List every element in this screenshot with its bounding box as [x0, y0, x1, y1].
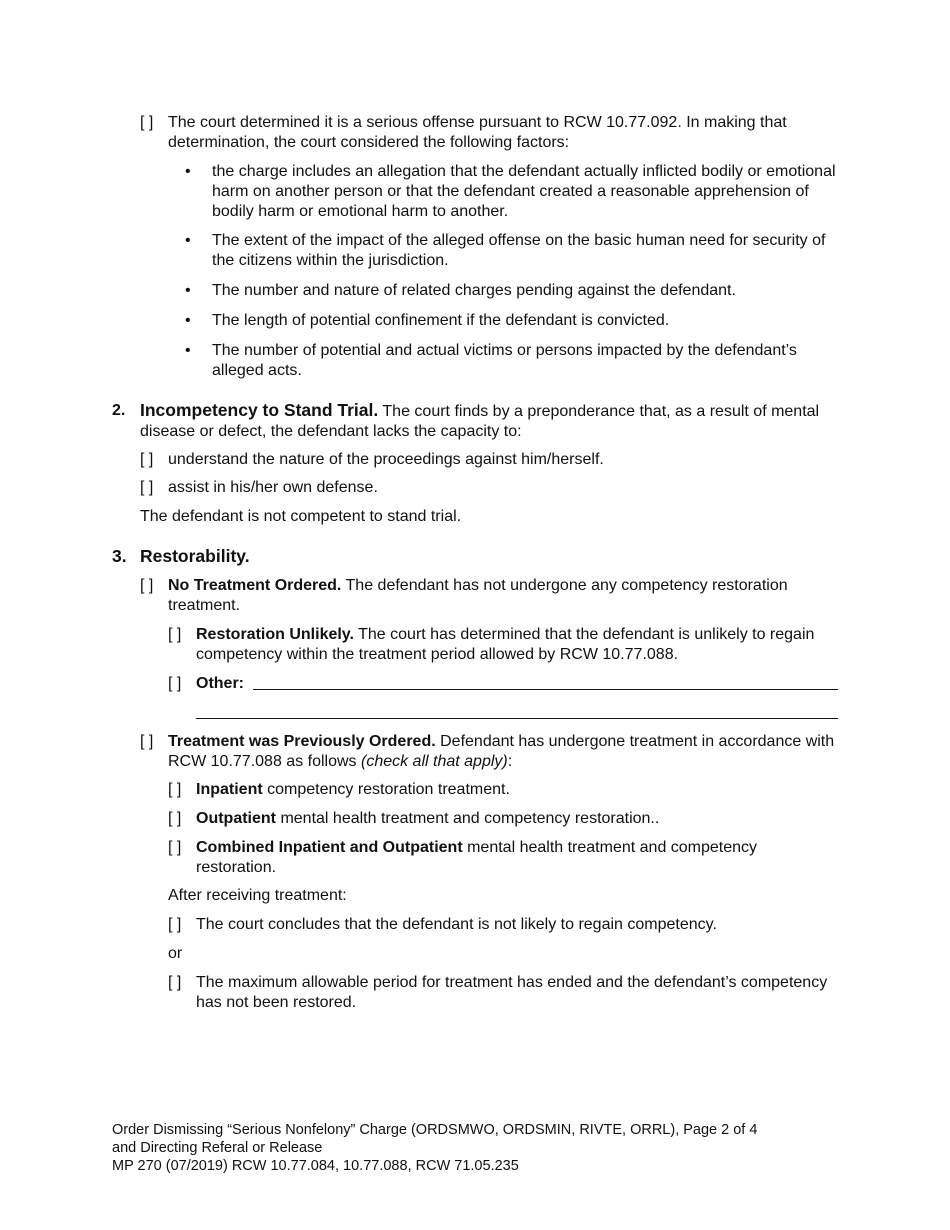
page-footer: [112, 1121, 757, 1175]
section-2-text: The court finds by a preponderance that, as a result of mental disease or defect, the defendant lacks the capacity to:: [140, 403, 820, 440]
factor-item: [183, 311, 843, 331]
capacity-option: [140, 450, 840, 470]
other-checkbox[interactable]: [ ]: [168, 675, 182, 692]
serious-offense-checkbox[interactable]: [ ]: [140, 114, 154, 131]
or-text: or: [168, 945, 183, 962]
no-treatment-item: [140, 576, 840, 616]
section-2-paragraph: [140, 400, 840, 442]
capacity-text: understand the nature of the proceedings against him/herself.: [168, 451, 604, 468]
section-2-heading: Incompetency to Stand Trial.: [140, 400, 379, 420]
other-item: [168, 674, 244, 694]
factor-item: [183, 231, 843, 271]
previous-treatment-label: Treatment was Previously Ordered.: [168, 733, 436, 750]
bullet-icon: •: [185, 282, 191, 299]
inpatient-checkbox[interactable]: [ ]: [168, 781, 182, 798]
footer-line: and Directing Referal or Release: [112, 1140, 323, 1156]
serious-offense-item: [140, 113, 840, 153]
capacity-option: [140, 478, 840, 498]
factor-text: The number of potential and actual victims or persons impacted by the defendant’s alleged acts.: [212, 342, 797, 379]
factor-item: [183, 341, 843, 381]
factor-text: The length of potential confinement if the defendant is convicted.: [212, 312, 670, 329]
other-blank-line-2[interactable]: [196, 718, 838, 719]
conclusion-checkbox[interactable]: [ ]: [168, 974, 182, 991]
factor-text: The extent of the impact of the alleged offense on the basic human need for security of the citizens within the jurisdiction.: [212, 232, 826, 269]
treatment-option: [ ] Outpatient mental health treatment and competency restoration..: [168, 810, 660, 827]
factor-text: The number and nature of related charges pending against the defendant.: [212, 282, 736, 299]
no-treatment-text: The defendant has not undergone any competency restoration treatment.: [168, 577, 788, 614]
treatment-option: [ ] Combined Inpatient and Outpatient mental health treatment and competency restoration.: [168, 839, 758, 876]
factor-text: the charge includes an allegation that the defendant actually inflicted bodily or emotional harm on another person or that the defendant created a reasonable apprehension of bodily harm or emotional harm to another.: [212, 163, 836, 220]
factor-item: [183, 162, 843, 222]
treatment-option: [ ] Inpatient competency restoration treatment.: [168, 781, 510, 798]
other-blank-line-1[interactable]: [253, 689, 838, 690]
combined-checkbox[interactable]: [ ]: [168, 839, 182, 856]
no-treatment-checkbox[interactable]: [ ]: [140, 577, 154, 594]
previous-treatment-item: [ ] Treatment was Previously Ordered. Defendant has undergone treatment in accordance with RCW 10.77.088 as follows (check all that apply):: [140, 733, 835, 770]
check-all-note: (check all that apply): [360, 753, 508, 770]
section-2-conclusion: The defendant is not competent to stand trial.: [140, 508, 462, 525]
capacity-text: assist in his/her own defense.: [168, 479, 378, 496]
previous-treatment-text: Defendant has undergone treatment in accordance with RCW 10.77.088 as follows: [168, 733, 835, 770]
factor-item: [183, 281, 843, 301]
footer-line: Order Dismissing “Serious Nonfelony” Charge (ORDSMWO, ORDSMIN, RIVTE, ORRL), Page 2 of 4: [112, 1122, 758, 1138]
section-3-heading: Restorability.: [140, 546, 250, 566]
conclusion-item: [ ] The court concludes that the defendant is not likely to regain competency.: [168, 916, 717, 933]
serious-offense-text: The court determined it is a serious offense pursuant to RCW 10.77.092. In making that determination, the court considered the following factors:: [168, 114, 787, 151]
bullet-icon: •: [185, 342, 191, 359]
previous-treatment-checkbox[interactable]: [ ]: [140, 733, 154, 750]
other-label: Other:: [196, 675, 244, 692]
outpatient-checkbox[interactable]: [ ]: [168, 810, 182, 827]
no-treatment-label: No Treatment Ordered.: [168, 577, 342, 594]
after-treatment-label: After receiving treatment:: [168, 887, 347, 904]
bullet-icon: •: [185, 232, 191, 249]
conclusion-checkbox[interactable]: [ ]: [168, 916, 182, 933]
capacity-checkbox[interactable]: [ ]: [140, 451, 154, 468]
bullet-icon: •: [185, 163, 191, 180]
section-3-number: 3.: [112, 546, 127, 566]
capacity-checkbox[interactable]: [ ]: [140, 479, 154, 496]
restoration-unlikely-label: Restoration Unlikely.: [196, 626, 354, 643]
restoration-unlikely-text: The court has determined that the defendant is unlikely to regain competency within the treatment period allowed by RCW 10.77.088.: [196, 626, 815, 663]
restoration-unlikely-checkbox[interactable]: [ ]: [168, 626, 182, 643]
bullet-icon: •: [185, 312, 191, 329]
restoration-unlikely-item: [168, 625, 840, 665]
section-2-number: 2.: [112, 402, 126, 419]
footer-line: MP 270 (07/2019) RCW 10.77.084, 10.77.088, RCW 71.05.235: [112, 1158, 519, 1174]
conclusion-item: [ ] The maximum allowable period for treatment has ended and the defendant’s competency has not been restored.: [168, 974, 828, 1011]
